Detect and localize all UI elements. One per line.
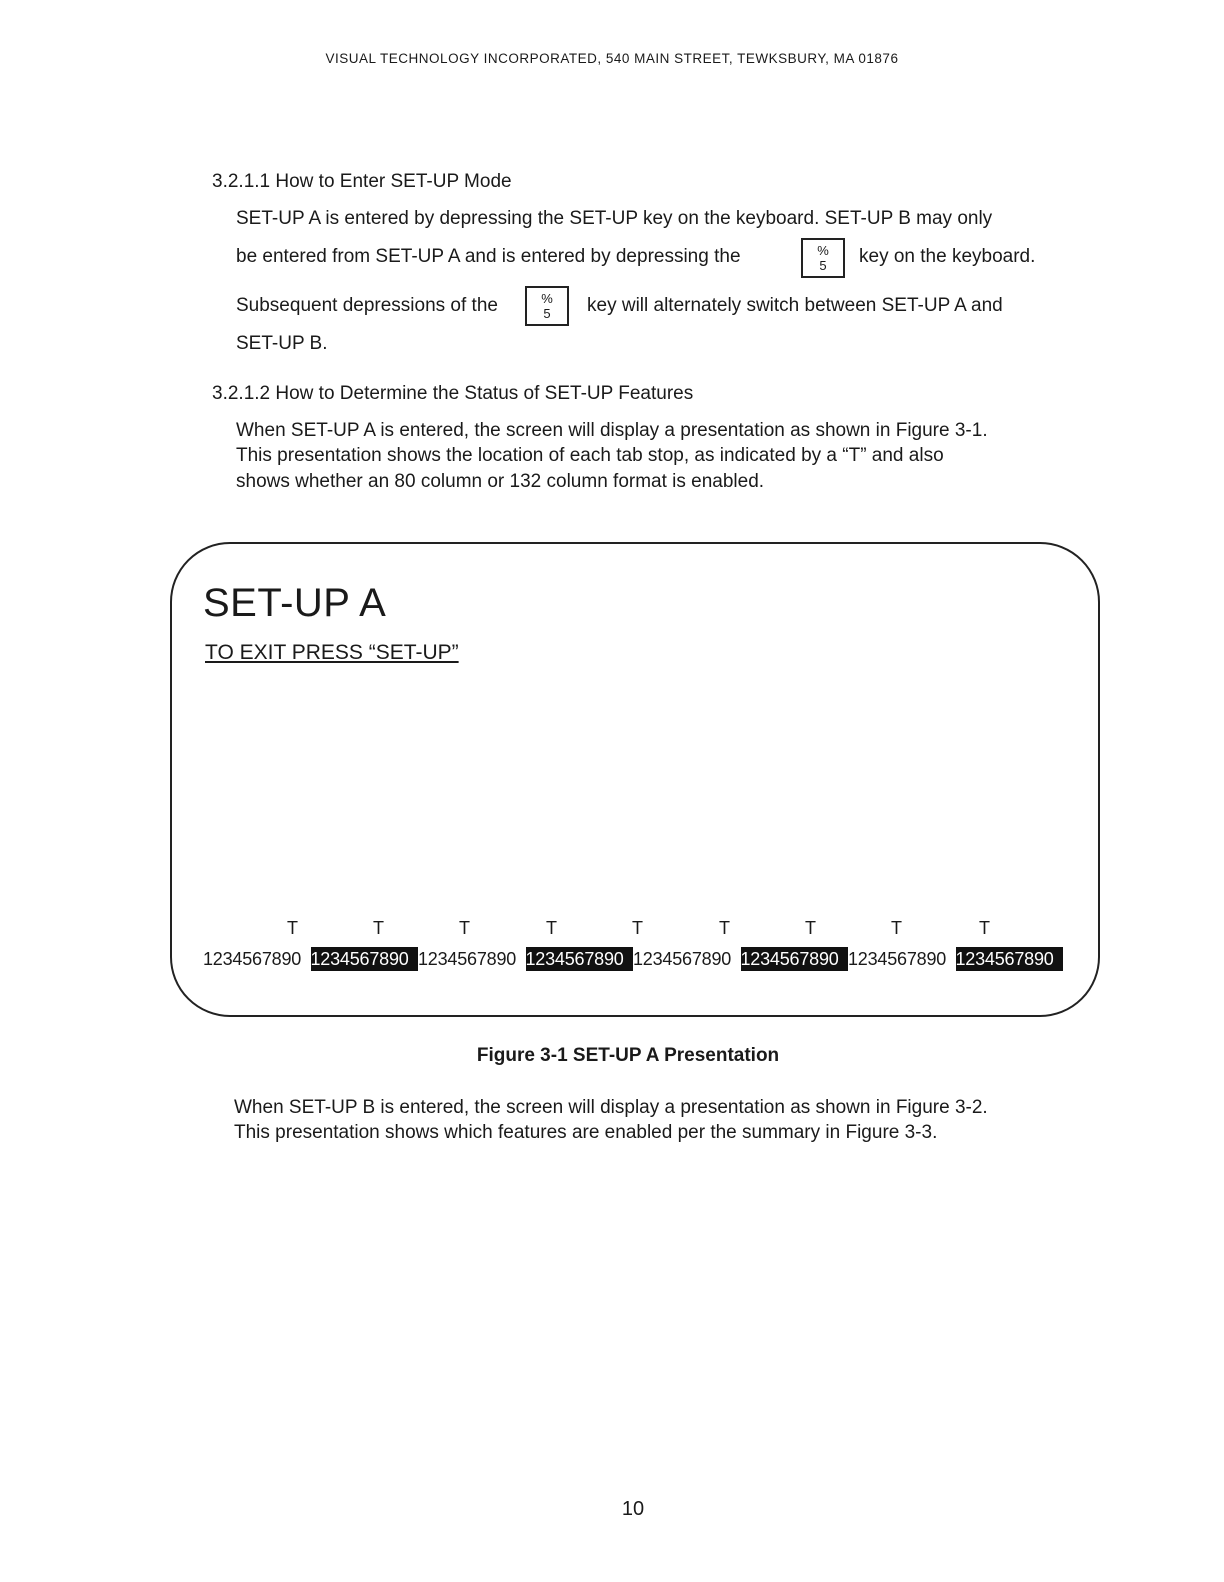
tab-stop-marker: T — [979, 918, 990, 938]
ruler-segment-inverse: 1234567890 — [311, 947, 419, 971]
page-header: VISUAL TECHNOLOGY INCORPORATED, 540 MAIN STREET, TEWKSBURY, MA 01876 — [325, 51, 899, 66]
para-line: SET-UP B. — [236, 333, 328, 354]
tab-stop-marker: T — [632, 918, 643, 938]
para-line: SET-UP A is entered by depressing the SET-UP key on the keyboard. SET-UP B may only — [236, 208, 993, 229]
ruler-segment-inverse: 1234567890 — [526, 947, 634, 971]
para-line: key on the keyboard. — [859, 246, 1036, 267]
para-line: When SET-UP B is entered, the screen will display a presentation as shown in Figure 3-2. — [234, 1097, 988, 1118]
column-ruler — [203, 947, 1063, 971]
tab-stop-marker: T — [719, 918, 730, 938]
figure-caption: Figure 3-1 SET-UP A Presentation — [476, 1045, 780, 1066]
tab-stop-marker: T — [459, 918, 470, 938]
ruler-segment: 1234567890 — [633, 949, 732, 969]
para-line: Subsequent depressions of the — [236, 295, 498, 316]
exit-instruction: TO EXIT PRESS “SET-UP” — [205, 641, 459, 664]
ruler-segment-inverse: 1234567890 — [741, 947, 849, 971]
para-line: When SET-UP A is entered, the screen will display a presentation as shown in Figure 3-1. — [236, 420, 988, 441]
ruler-segment: 1234567890 — [418, 949, 517, 969]
key-bottom-label: 5 — [543, 306, 551, 321]
para-line: This presentation shows the location of each tab stop, as indicated by a “T” and also — [236, 445, 944, 466]
key-bottom-label: 5 — [819, 258, 827, 273]
ruler-segment: 1234567890 — [848, 949, 947, 969]
para-line: be entered from SET-UP A and is entered by depressing the — [236, 246, 741, 267]
para-line: shows whether an 80 column or 132 column format is enabled. — [236, 471, 765, 492]
tab-stop-marker: T — [287, 918, 298, 938]
tab-stop-marker: T — [546, 918, 557, 938]
tab-stop-marker: T — [805, 918, 816, 938]
key-top-label: % — [817, 243, 829, 258]
percent-5-key-icon — [525, 286, 569, 326]
section-heading-status: 3.2.1.2 How to Determine the Status of SET-UP Features — [212, 383, 694, 404]
tab-stop-marker: T — [891, 918, 902, 938]
section-heading-enter-setup: 3.2.1.1 How to Enter SET-UP Mode — [212, 171, 512, 192]
para-line: This presentation shows which features are enabled per the summary in Figure 3-3. — [234, 1122, 938, 1143]
tab-stop-marker: T — [373, 918, 384, 938]
page-number: 10 — [621, 1498, 645, 1520]
ruler-segment: 1234567890 — [203, 949, 302, 969]
para-line: key will alternately switch between SET-UP A and — [587, 295, 1003, 316]
key-top-label: % — [541, 291, 553, 306]
percent-5-key-icon — [801, 238, 845, 278]
ruler-segment-inverse: 1234567890 — [956, 947, 1064, 971]
setup-a-title: SET-UP A — [203, 581, 387, 625]
